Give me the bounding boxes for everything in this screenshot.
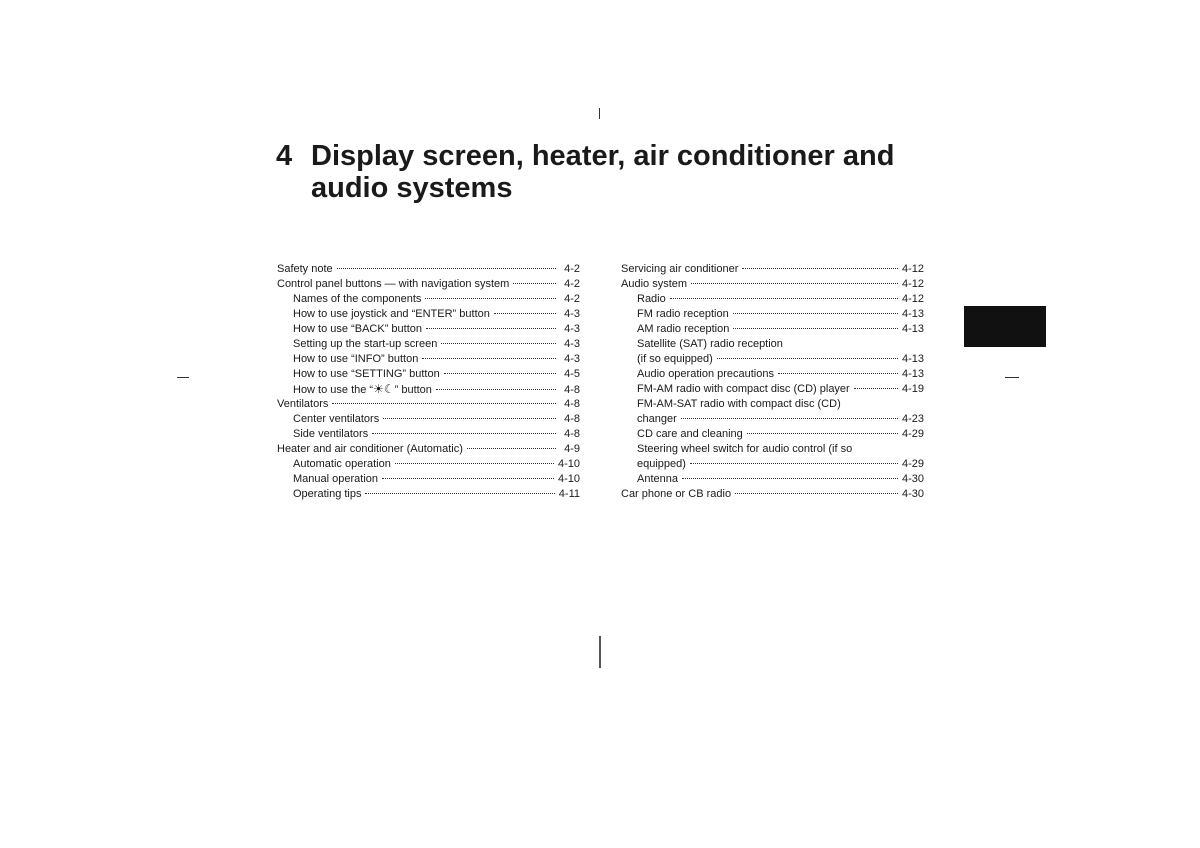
toc-entry-page: 4-10	[557, 458, 580, 470]
toc-entry-page: 4-8	[564, 413, 580, 425]
toc-entry-label: Servicing air conditioner	[621, 263, 739, 275]
toc-entry[interactable]	[277, 472, 580, 487]
toc-column-right	[621, 262, 924, 502]
toc-entry-page: 4-2	[564, 293, 580, 305]
toc-entry-page: 4-19	[901, 383, 924, 395]
toc-leader-dots	[742, 268, 898, 269]
toc-entry-page: 4-3	[564, 353, 580, 365]
toc-leader-dots	[747, 433, 898, 434]
toc-entry[interactable]	[621, 322, 924, 337]
toc-entry[interactable]	[621, 487, 924, 502]
toc-entry-page: 4-13	[901, 368, 924, 380]
toc-entry-label: Center ventilators	[293, 413, 380, 425]
chapter-number: 4	[276, 140, 293, 172]
toc-leader-dots	[365, 493, 554, 494]
toc-entry-page: 4-8	[564, 384, 580, 396]
toc-leader-dots	[682, 478, 898, 479]
crop-mark-bottom	[599, 636, 601, 668]
toc-leader-dots	[733, 313, 898, 314]
toc-entry-label: How to use joystick and “ENTER” button	[293, 308, 490, 320]
chapter-title: Display screen, heater, air conditioner and audio systems	[311, 140, 895, 204]
toc-entry-label: FM-AM radio with compact disc (CD) player	[637, 383, 850, 395]
toc-entry-label: Antenna	[637, 473, 678, 485]
toc-leader-dots	[382, 478, 554, 479]
toc-entry-label: Audio operation precautions	[637, 368, 774, 380]
toc-entry-label: Side ventilators	[293, 428, 369, 440]
toc-entry-label-pre: How to use the “	[293, 384, 374, 396]
toc-entry-label: FM radio reception	[637, 308, 729, 320]
toc-entry-page: 4-2	[564, 278, 580, 290]
toc-entry-label: FM-AM-SAT radio with compact disc (CD)	[637, 398, 841, 410]
toc-leader-dots	[383, 418, 556, 419]
toc-entry-label-post: ” button	[394, 384, 432, 396]
toc-entry-page: 4-11	[558, 488, 580, 500]
toc-entry[interactable]	[621, 352, 924, 367]
toc-leader-dots	[441, 343, 556, 344]
toc-entry-page: 4-5	[564, 368, 580, 380]
crop-mark-top	[599, 108, 600, 119]
toc-entry[interactable]	[621, 367, 924, 382]
toc-entry-label: (if so equipped)	[637, 353, 713, 365]
toc-leader-dots	[425, 298, 556, 299]
crop-mark-left	[177, 377, 189, 378]
toc-entry-label: How to use “BACK” button	[293, 323, 423, 335]
toc-leader-dots	[422, 358, 556, 359]
toc-leader-dots	[670, 298, 898, 299]
toc-entry-label: Audio system	[621, 278, 688, 290]
chapter-thumb-tab	[964, 306, 1046, 347]
toc-entry-page: 4-29	[901, 458, 924, 470]
toc-entry-label: Steering wheel switch for audio control (if so	[637, 443, 853, 455]
toc-entry[interactable]	[277, 277, 580, 292]
toc-entry-label: Satellite (SAT) radio reception	[637, 338, 783, 350]
toc-entry[interactable]	[277, 307, 580, 322]
toc-entry-page: 4-13	[901, 323, 924, 335]
toc-leader-dots	[691, 283, 898, 284]
toc-entry-page: 4-29	[901, 428, 924, 440]
toc-entry-page: 4-3	[564, 308, 580, 320]
toc-entry-label: CD care and cleaning	[637, 428, 743, 440]
day-night-icon: ☀☾	[373, 382, 395, 396]
toc-entry-page: 4-13	[901, 308, 924, 320]
toc-leader-dots	[735, 493, 898, 494]
toc-entry-label: Heater and air conditioner (Automatic)	[277, 443, 463, 455]
toc-entry[interactable]	[277, 487, 580, 502]
toc-leader-dots	[494, 313, 556, 314]
toc-entry-label: Setting up the start-up screen	[293, 338, 438, 350]
crop-mark-right	[1005, 377, 1019, 378]
toc-entry-page: 4-12	[901, 278, 924, 290]
toc-leader-dots	[513, 283, 556, 284]
toc-entry-page: 4-8	[564, 398, 580, 410]
toc-entry[interactable]	[621, 397, 924, 412]
toc-entry-label: How to use “INFO” button	[293, 353, 419, 365]
toc-entry-label: equipped)	[637, 458, 686, 470]
toc-leader-dots	[332, 403, 556, 404]
toc-entry[interactable]	[621, 337, 924, 352]
toc-leader-dots	[733, 328, 898, 329]
toc-leader-dots	[690, 463, 898, 464]
toc-entry-page: 4-3	[564, 323, 580, 335]
toc-entry[interactable]	[277, 322, 580, 337]
toc-leader-dots	[854, 388, 898, 389]
toc-entry-page: 4-12	[901, 263, 924, 275]
toc-entry[interactable]	[621, 292, 924, 307]
toc-entry[interactable]	[277, 262, 580, 277]
toc-leader-dots	[717, 358, 898, 359]
toc-entry-page: 4-30	[901, 488, 924, 500]
toc-entry[interactable]	[277, 352, 580, 367]
toc-entry-page: 4-3	[564, 338, 580, 350]
toc-entry-label: Safety note	[277, 263, 333, 275]
toc-entry-label: Operating tips	[293, 488, 362, 500]
toc-entry-label: Names of the components	[293, 293, 422, 305]
toc-entry-page: 4-2	[564, 263, 580, 275]
toc-leader-dots	[395, 463, 554, 464]
toc-leader-dots	[337, 268, 556, 269]
toc-entry-label: changer	[637, 413, 677, 425]
toc-entry-page: 4-23	[901, 413, 924, 425]
toc-entry[interactable]	[621, 442, 924, 457]
toc-entry[interactable]	[621, 412, 924, 427]
toc-entry[interactable]	[621, 277, 924, 292]
toc-entry-label: Automatic operation	[293, 458, 391, 470]
toc-leader-dots	[426, 328, 556, 329]
toc-entry[interactable]	[621, 427, 924, 442]
toc-entry-page: 4-30	[901, 473, 924, 485]
toc-entry[interactable]	[277, 397, 580, 412]
toc-entry[interactable]	[277, 292, 580, 307]
toc-entry[interactable]	[277, 382, 580, 397]
toc-entry[interactable]	[277, 337, 580, 352]
toc-entry-page: 4-13	[901, 353, 924, 365]
toc-entry[interactable]	[277, 367, 580, 382]
toc-entry[interactable]	[277, 442, 580, 457]
toc-entry[interactable]	[621, 382, 924, 397]
toc-entry[interactable]	[277, 427, 580, 442]
toc-entry-label: Radio	[637, 293, 666, 305]
toc-entry-page: 4-8	[564, 428, 580, 440]
toc-entry[interactable]	[277, 457, 580, 472]
toc-entry[interactable]	[621, 262, 924, 277]
toc-entry-page: 4-12	[901, 293, 924, 305]
toc-entry-page: 4-9	[564, 443, 580, 455]
toc-entry[interactable]	[621, 307, 924, 322]
toc-leader-dots	[372, 433, 556, 434]
toc-entry-label: Car phone or CB radio	[621, 488, 732, 500]
toc-leader-dots	[778, 373, 898, 374]
toc-entry[interactable]	[621, 472, 924, 487]
toc-leader-dots	[444, 373, 556, 374]
toc-entry[interactable]	[277, 412, 580, 427]
toc-entry-label: Control panel buttons — with navigation system	[277, 278, 510, 290]
toc-entry-page: 4-10	[557, 473, 580, 485]
toc-leader-dots	[467, 448, 556, 449]
toc-leader-dots	[681, 418, 898, 419]
toc-entry-label	[293, 382, 432, 398]
toc-column-left	[277, 262, 580, 502]
toc-entry[interactable]	[621, 457, 924, 472]
toc-entry-label: Ventilators	[277, 398, 329, 410]
toc-entry-label: Manual operation	[293, 473, 379, 485]
toc-leader-dots	[436, 389, 556, 390]
toc-entry-label: How to use “SETTING” button	[293, 368, 440, 380]
toc-entry-label: AM radio reception	[637, 323, 730, 335]
